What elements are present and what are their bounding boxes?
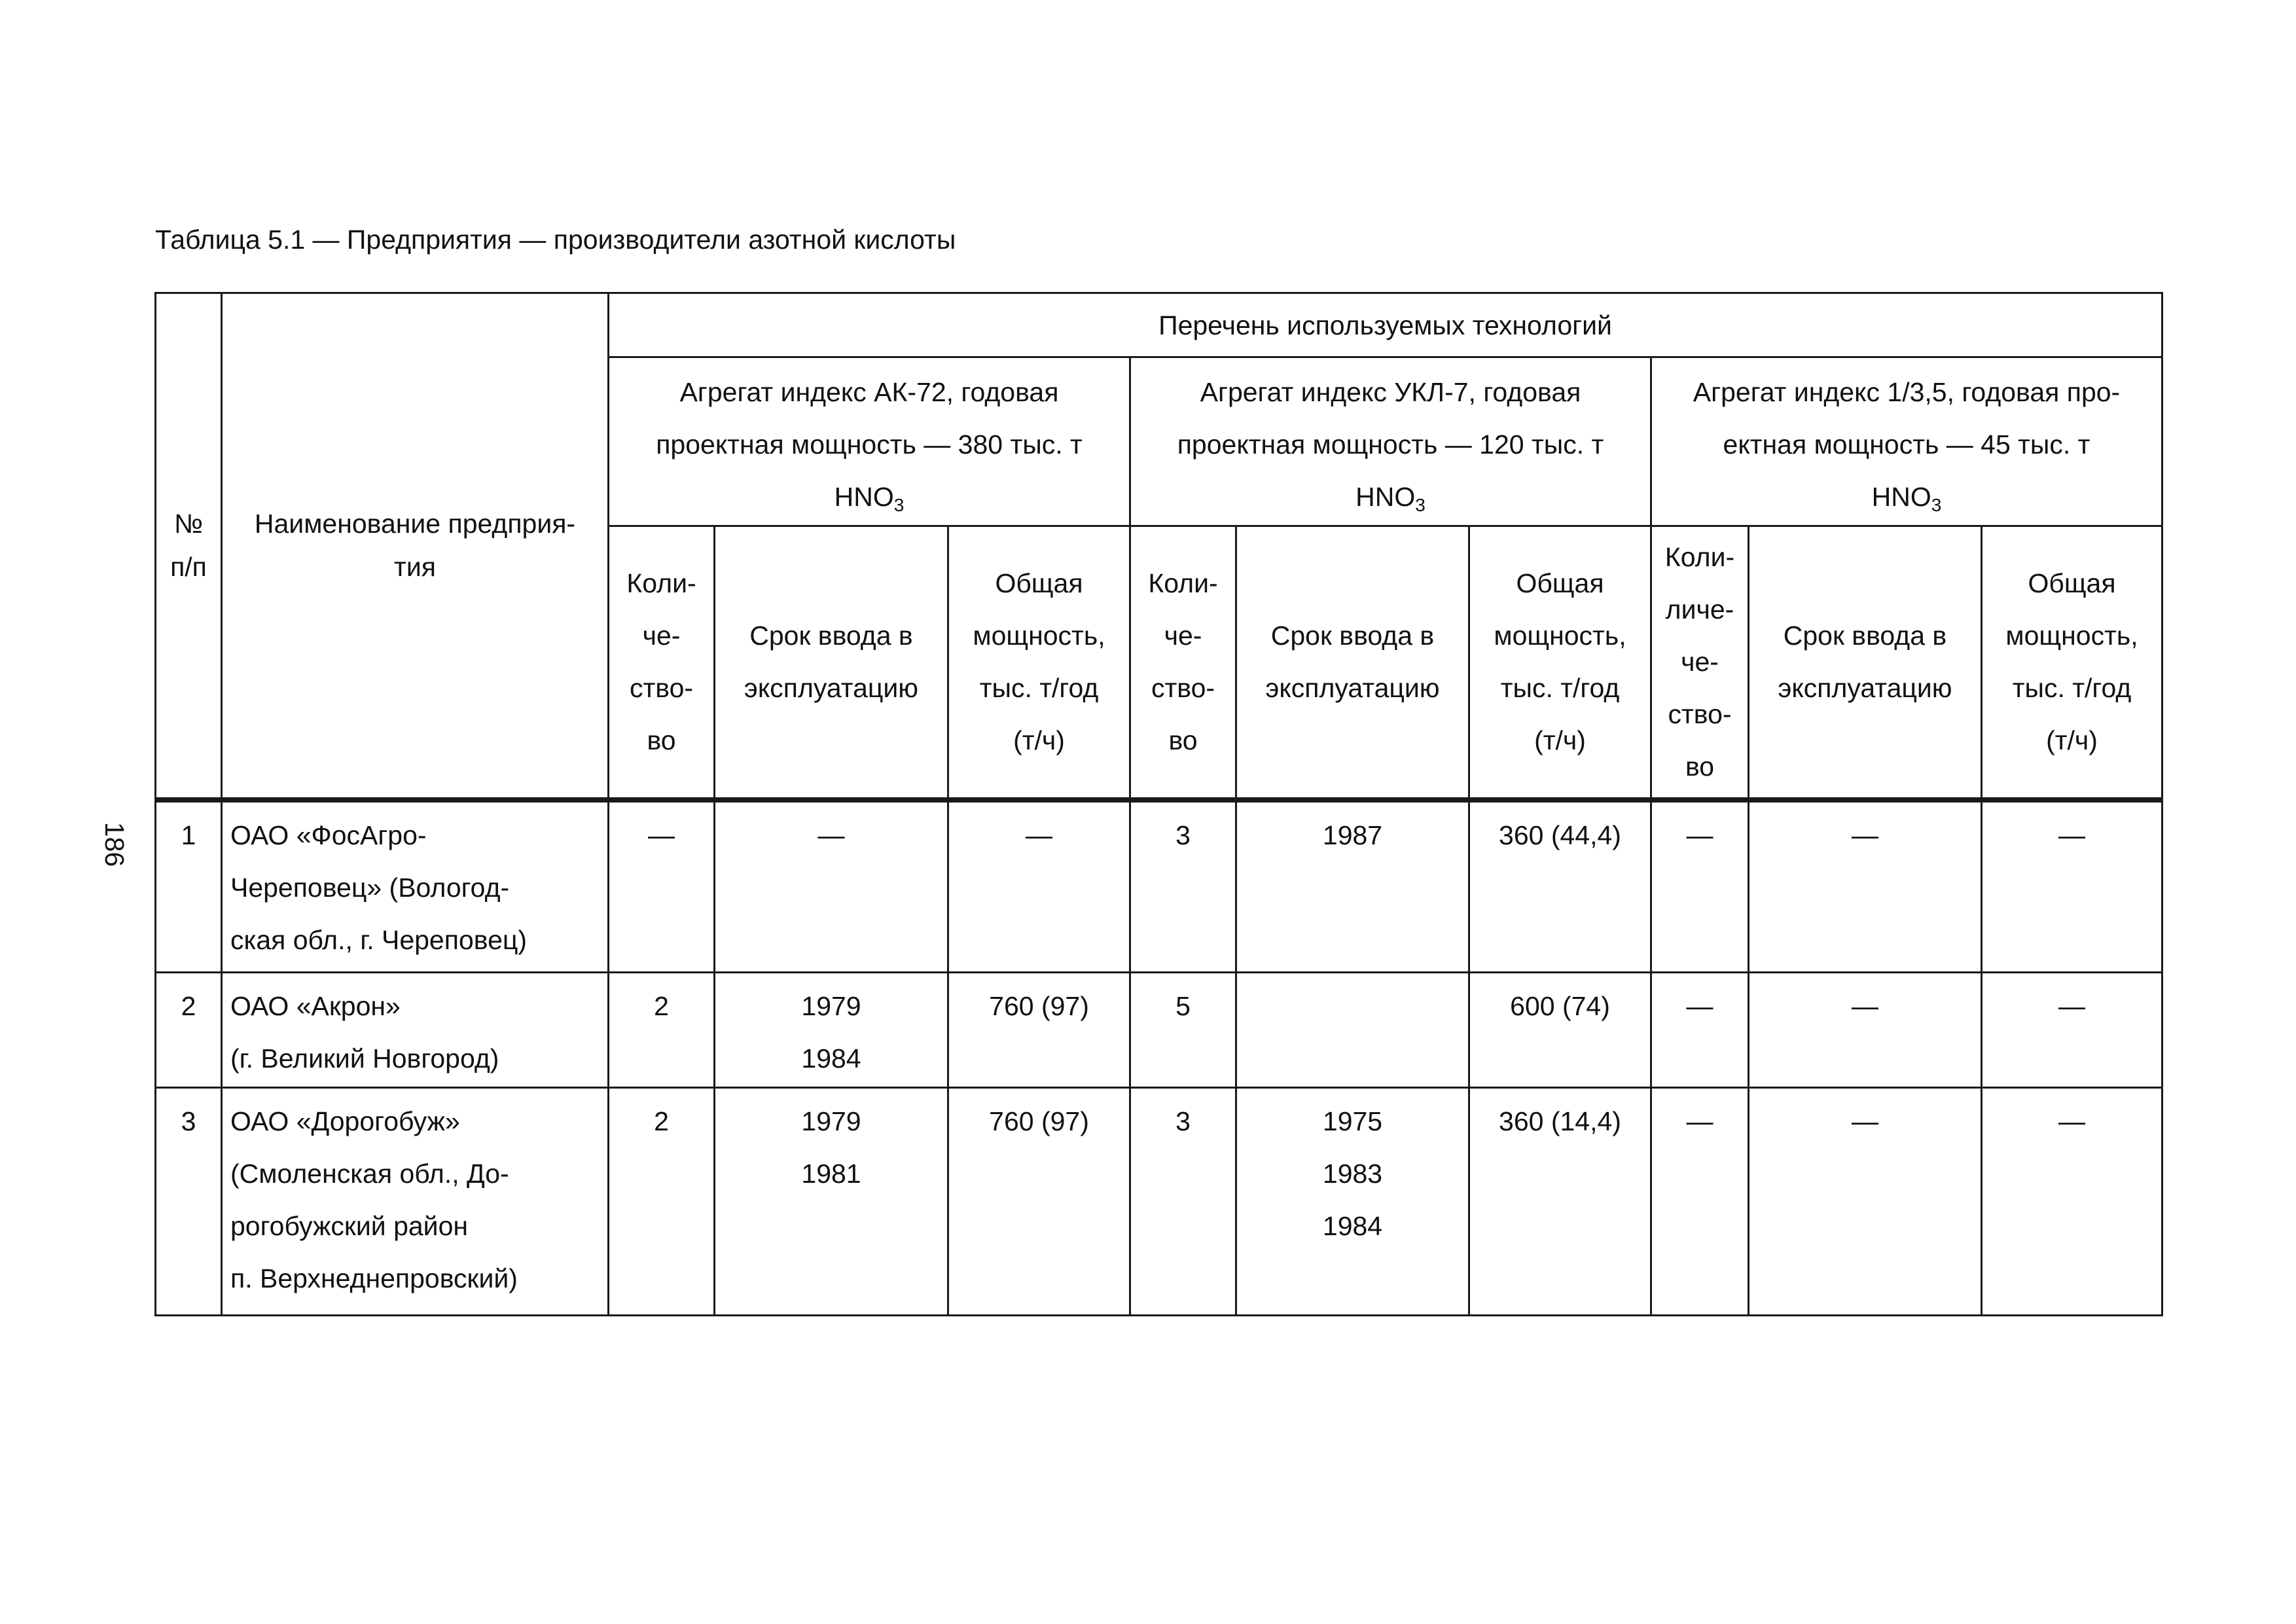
row-cap-a: 760 (97) <box>948 973 1130 1088</box>
header-date-c: Срок ввода в эксплуатацию <box>1749 526 1982 800</box>
header-qty-b: Коли- че- ство- во <box>1130 526 1236 800</box>
row-qty-b: 3 <box>1130 1088 1236 1316</box>
row-dates-a: 1979 1981 <box>715 1088 948 1316</box>
row-qty-a: 2 <box>609 973 715 1088</box>
row-dates-b: 1975 1983 1984 <box>1236 1088 1469 1316</box>
row-qty-b: 5 <box>1130 973 1236 1088</box>
header-cap-c: Общая мощность, тыс. т/год (т/ч) <box>1982 526 2162 800</box>
row-enterprise-name: ОАО «Акрон» (г. Великий Новгород) <box>222 973 609 1088</box>
row-dates-a: — <box>715 800 948 973</box>
header-aggregate-ukl7: Агрегат индекс УКЛ-7, годовая проектная мощность — 120 тыс. т $HNO_3$ <box>1130 357 1651 526</box>
row-cap-b: 360 (14,4) <box>1469 1088 1651 1316</box>
table-row <box>156 1088 2162 1316</box>
row-enterprise-name: ОАО «ФосАгро- Череповец» (Вологод- ская обл., г. Череповец) <box>222 800 609 973</box>
row-cap-b: 360 (44,4) <box>1469 800 1651 973</box>
header-tech-group: Перечень используемых технологий <box>609 293 2162 357</box>
row-cap-c: — <box>1982 973 2162 1088</box>
header-date-a: Срок ввода в эксплуатацию <box>715 526 948 800</box>
table-caption: Таблица 5.1 — Предприятия — производители азотной кислоты <box>155 225 956 255</box>
row-qty-c: — <box>1651 1088 1749 1316</box>
header-date-b: Срок ввода в эксплуатацию <box>1236 526 1469 800</box>
row-enterprise-name: ОАО «Дорогобуж» (Смоленская обл., До- рогобужский район п. Верхнеднепровский) <box>222 1088 609 1316</box>
row-qty-c: — <box>1651 800 1749 973</box>
row-dates-c: — <box>1749 973 1982 1088</box>
row-num: 3 <box>156 1088 222 1316</box>
producers-table <box>154 292 2163 1316</box>
header-name: Наименование предприя- тия <box>222 293 609 800</box>
row-dates-c: — <box>1749 1088 1982 1316</box>
row-dates-b <box>1236 973 1469 1088</box>
row-cap-c: — <box>1982 800 2162 973</box>
formula-hno3: $HNO_3$ <box>834 482 905 515</box>
row-cap-a: — <box>948 800 1130 973</box>
page-number: 186 <box>99 821 130 867</box>
row-qty-a: 2 <box>609 1088 715 1316</box>
row-cap-b: 600 (74) <box>1469 973 1651 1088</box>
row-cap-a: 760 (97) <box>948 1088 1130 1316</box>
row-num: 1 <box>156 800 222 973</box>
header-num: № п/п <box>156 293 222 800</box>
row-qty-a: — <box>609 800 715 973</box>
table-row <box>156 973 2162 1088</box>
header-cap-b: Общая мощность, тыс. т/год (т/ч) <box>1469 526 1651 800</box>
header-cap-a: Общая мощность, тыс. т/год (т/ч) <box>948 526 1130 800</box>
table-row <box>156 800 2162 973</box>
row-cap-c: — <box>1982 1088 2162 1316</box>
header-aggregate-ak72: Агрегат индекс АК-72, годовая проектная мощность — 380 тыс. т $HNO_3$ <box>609 357 1130 526</box>
row-dates-a: 1979 1984 <box>715 973 948 1088</box>
header-aggregate-1-3-5: Агрегат индекс 1/3,5, годовая про- ектная мощность — 45 тыс. т $HNO_3$ <box>1651 357 2162 526</box>
formula-hno3: $HNO_3$ <box>1355 482 1426 515</box>
header-qty-a: Коли- че- ство- во <box>609 526 715 800</box>
header-qty-c: Коли- личе- че- ство- во <box>1651 526 1749 800</box>
row-qty-c: — <box>1651 973 1749 1088</box>
row-dates-b: 1987 <box>1236 800 1469 973</box>
row-qty-b: 3 <box>1130 800 1236 973</box>
row-dates-c: — <box>1749 800 1982 973</box>
row-num: 2 <box>156 973 222 1088</box>
formula-hno3: $HNO_3$ <box>1871 482 1942 515</box>
